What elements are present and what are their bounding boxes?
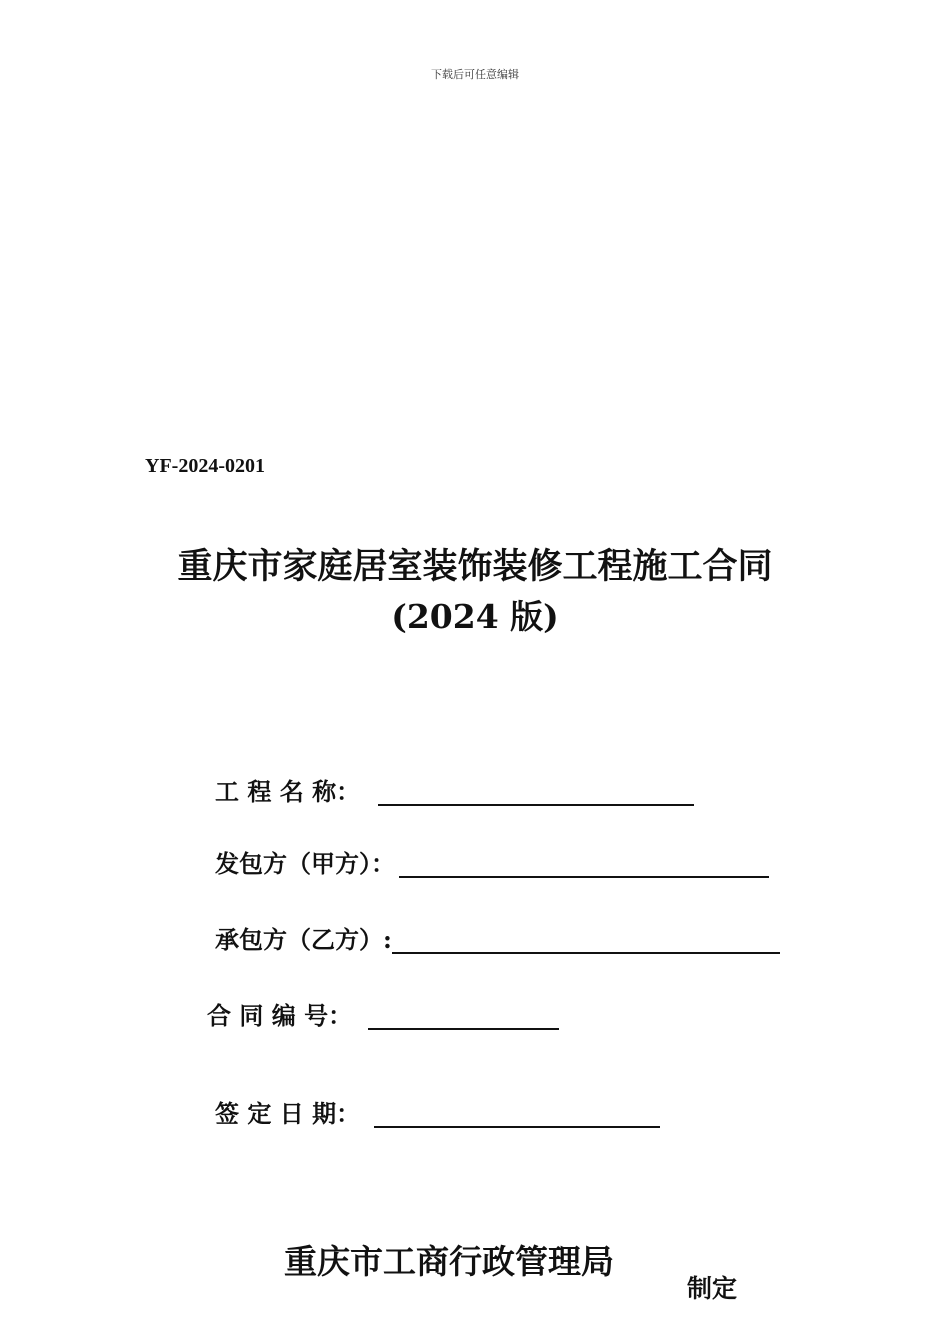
document-subtitle: (2024 版)	[391, 597, 559, 636]
header-note: 下载后可任意编辑	[431, 68, 519, 81]
sign-date-label: 签 定 日 期：	[215, 1099, 361, 1128]
project-name-field	[215, 776, 694, 808]
project-name-label: 工 程 名 称：	[215, 777, 361, 806]
contract-no-label: 合 同 编 号：	[207, 1001, 353, 1030]
project-name-blank[interactable]	[378, 778, 694, 806]
document-code: YF-2024-0201	[145, 455, 265, 477]
contract-no-blank[interactable]	[368, 1002, 559, 1030]
issuer-name: 重庆市工商行政管理局	[284, 1242, 614, 1281]
party-b-field	[215, 924, 780, 956]
contract-no-field	[207, 1000, 559, 1032]
sign-date-blank[interactable]	[374, 1100, 660, 1128]
party-a-label: 发包方（甲方）：	[215, 849, 395, 878]
issuer-suffix: 制定	[687, 1274, 738, 1303]
party-a-blank[interactable]	[399, 850, 769, 878]
document-title: 重庆市家庭居室装饰装修工程施工合同	[177, 546, 773, 587]
party-a-field	[215, 848, 769, 880]
sign-date-field	[215, 1098, 660, 1130]
party-b-label: 承包方（乙方）:	[215, 925, 392, 954]
party-b-blank[interactable]	[392, 926, 780, 954]
